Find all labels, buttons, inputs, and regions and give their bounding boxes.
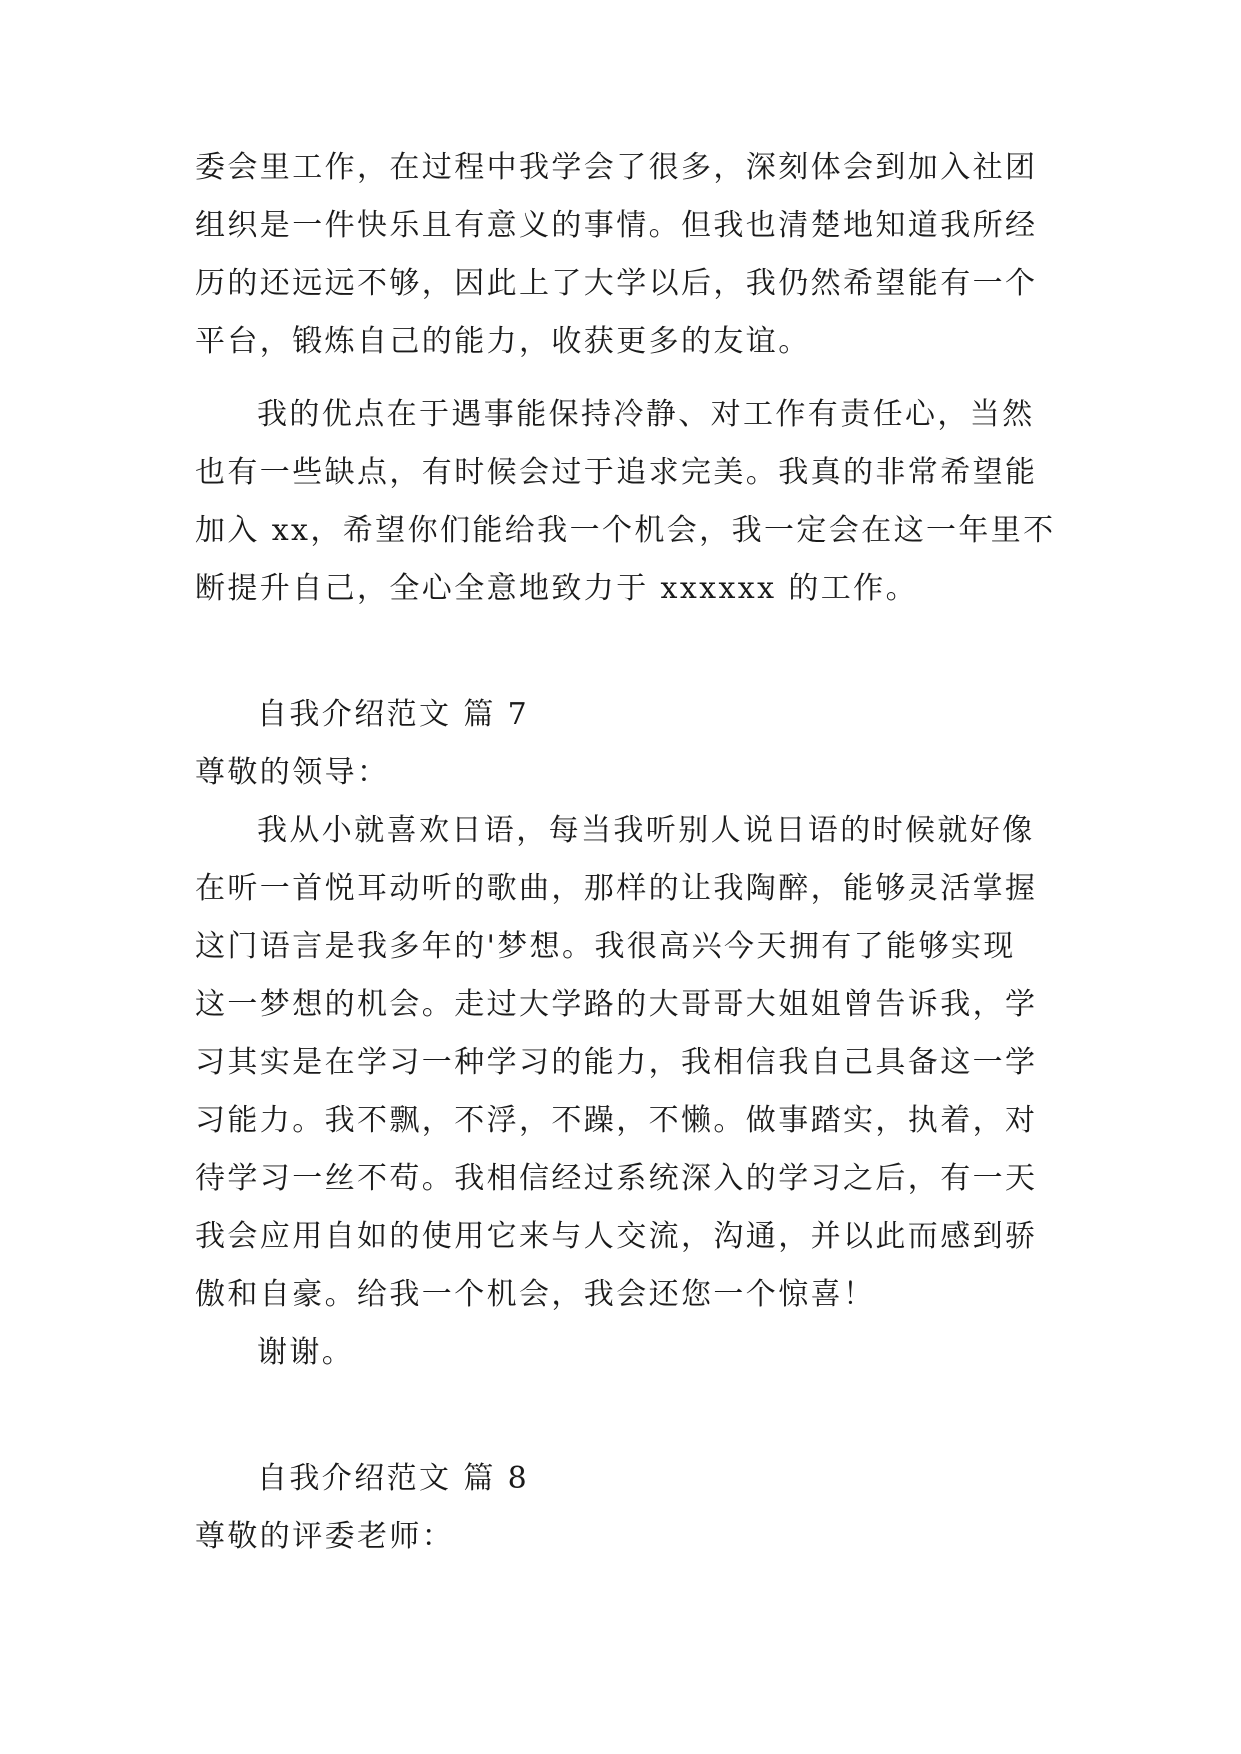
paragraph-line: 这一梦想的机会。走过大学路的大哥哥大姐姐曾告诉我，学	[195, 987, 1038, 1022]
section-heading: 自我介绍范文 篇 8	[257, 1461, 530, 1496]
paragraph-line: 平台，锻炼自己的能力，收获更多的友谊。	[195, 324, 811, 359]
paragraph-line: 我会应用自如的使用它来与人交流，沟通，并以此而感到骄	[195, 1219, 1038, 1254]
paragraph-line: 委会里工作，在过程中我学会了很多，深刻体会到加入社团	[195, 150, 1038, 185]
paragraph-line: 习其实是在学习一种学习的能力，我相信我自己具备这一学	[195, 1045, 1038, 1080]
closing-line: 谢谢。	[257, 1335, 355, 1370]
paragraph-line: 在听一首悦耳动听的歌曲，那样的让我陶醉，能够灵活掌握	[195, 871, 1038, 906]
paragraph-line: 也有一些缺点，有时候会过于追求完美。我真的非常希望能	[195, 455, 1038, 490]
salutation: 尊敬的评委老师：	[195, 1519, 455, 1554]
paragraph-line: 傲和自豪。给我一个机会，我会还您一个惊喜！	[195, 1277, 876, 1312]
paragraph-line: 断提升自己，全心全意地致力于 xxxxxx 的工作。	[195, 571, 918, 606]
paragraph-line: 历的还远远不够，因此上了大学以后，我仍然希望能有一个	[195, 266, 1038, 301]
paragraph-line: 习能力。我不飘，不浮，不躁，不懒。做事踏实，执着，对	[195, 1103, 1038, 1138]
paragraph-line: 待学习一丝不苟。我相信经过系统深入的学习之后，有一天	[195, 1161, 1038, 1196]
salutation: 尊敬的领导：	[195, 755, 390, 790]
paragraph-line: 这门语言是我多年的'梦想。我很高兴今天拥有了能够实现	[195, 929, 1016, 964]
paragraph-line: 我从小就喜欢日语，每当我听别人说日语的时候就好像	[257, 813, 1035, 848]
section-heading: 自我介绍范文 篇 7	[257, 697, 530, 732]
paragraph-line: 我的优点在于遇事能保持冷静、对工作有责任心，当然	[257, 397, 1035, 432]
paragraph-line: 组织是一件快乐且有意义的事情。但我也清楚地知道我所经	[195, 208, 1038, 243]
paragraph-line: 加入 xx，希望你们能给我一个机会，我一定会在这一年里不	[195, 513, 1056, 548]
